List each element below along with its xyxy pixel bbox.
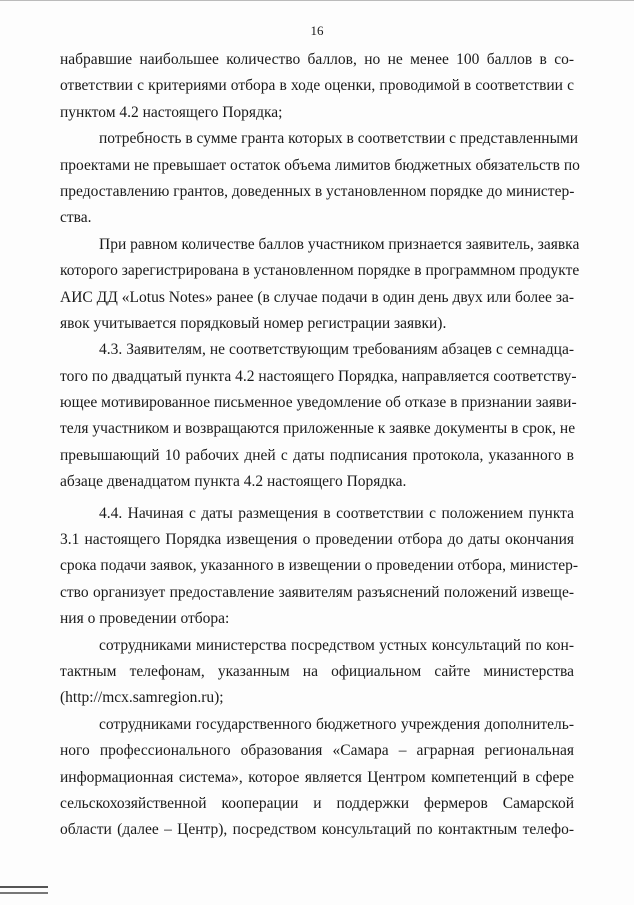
text-line: области (далее – Центр), посредством консультаций по контактным телефо- bbox=[60, 821, 574, 839]
text-line: пунктом 4.2 настоящего Порядка; bbox=[60, 103, 283, 121]
text-line: предоставлению грантов, доведенных в установленном порядке до министер- bbox=[60, 182, 575, 200]
text-line: ство организует предоставление заявителям разъяснений положений извеще- bbox=[60, 583, 574, 601]
text-line: явок учитывается порядковый номер регистрации заявки). bbox=[60, 314, 447, 332]
text-line: ного профессионального образования «Самара – аграрная региональная bbox=[60, 742, 574, 760]
text-line: тактным телефонам, указанным на официальном сайте министерства bbox=[60, 662, 574, 680]
body-text bbox=[60, 47, 580, 844]
scan-edge-mark bbox=[0, 886, 48, 888]
text-line: срока подачи заявок, указанного в извещении о проведении отбора, министер- bbox=[60, 557, 578, 575]
page-top-edge bbox=[0, 0, 634, 1]
text-line: сельскохозяйственной кооперации и поддержки фермеров Самарской bbox=[60, 794, 574, 812]
text-line: информационная система», которое является Центром компетенций в сфере bbox=[60, 768, 574, 786]
text-line: которого зарегистрирована в установленном порядке в программном продукте bbox=[60, 262, 580, 280]
scan-edge-mark bbox=[0, 892, 48, 894]
text-line: (http://mcx.samregion.ru); bbox=[60, 689, 224, 707]
text-line: 4.4. Начиная с даты размещения в соответствии с положением пункта bbox=[99, 504, 574, 522]
text-line: набравшие наибольшее количество баллов, но не менее 100 баллов в со- bbox=[60, 51, 574, 68]
text-line: проектами не превышает остаток объема лимитов бюджетных обязательств по bbox=[60, 156, 580, 174]
text-line: сотрудниками министерства посредством устных консультаций по кон- bbox=[99, 636, 574, 654]
text-line: АИС ДД «Lotus Notes» ранее (в случае подачи в один день двух или более за- bbox=[60, 288, 574, 306]
text-line: ющее мотивированное письменное уведомление об отказе в признании заяви- bbox=[60, 394, 577, 412]
text-line: превышающий 10 рабочих дней с даты подписания протокола, указанного в bbox=[60, 446, 574, 464]
text-line: 4.3. Заявителям, не соответствующим требованиям абзацев с семнадца- bbox=[99, 341, 574, 359]
text-line: теля участником и возвращаются приложенные к заявке документы в срок, не bbox=[60, 420, 576, 438]
text-line: потребность в сумме гранта которых в соответствии с представленными bbox=[99, 130, 579, 148]
page-number: 16 bbox=[310, 23, 324, 38]
text-line: ответствии с критериями отбора в ходе оценки, проводимой в соответствии с bbox=[60, 77, 574, 95]
text-line: 3.1 настоящего Порядка извещения о проведении отбора до даты окончания bbox=[60, 531, 574, 549]
text-line: ния о проведении отбора: bbox=[60, 610, 230, 628]
text-line: абзаце двенадцатом пункта 4.2 настоящего Порядка. bbox=[60, 473, 407, 491]
text-line: сотрудниками государственного бюджетного учреждения дополнитель- bbox=[99, 715, 574, 733]
text-line: ства. bbox=[60, 209, 92, 227]
text-line: При равном количестве баллов участником признается заявитель, заявка bbox=[99, 235, 580, 253]
text-line: того по двадцатый пункта 4.2 настоящего Порядка, направляется соответству- bbox=[60, 367, 577, 385]
